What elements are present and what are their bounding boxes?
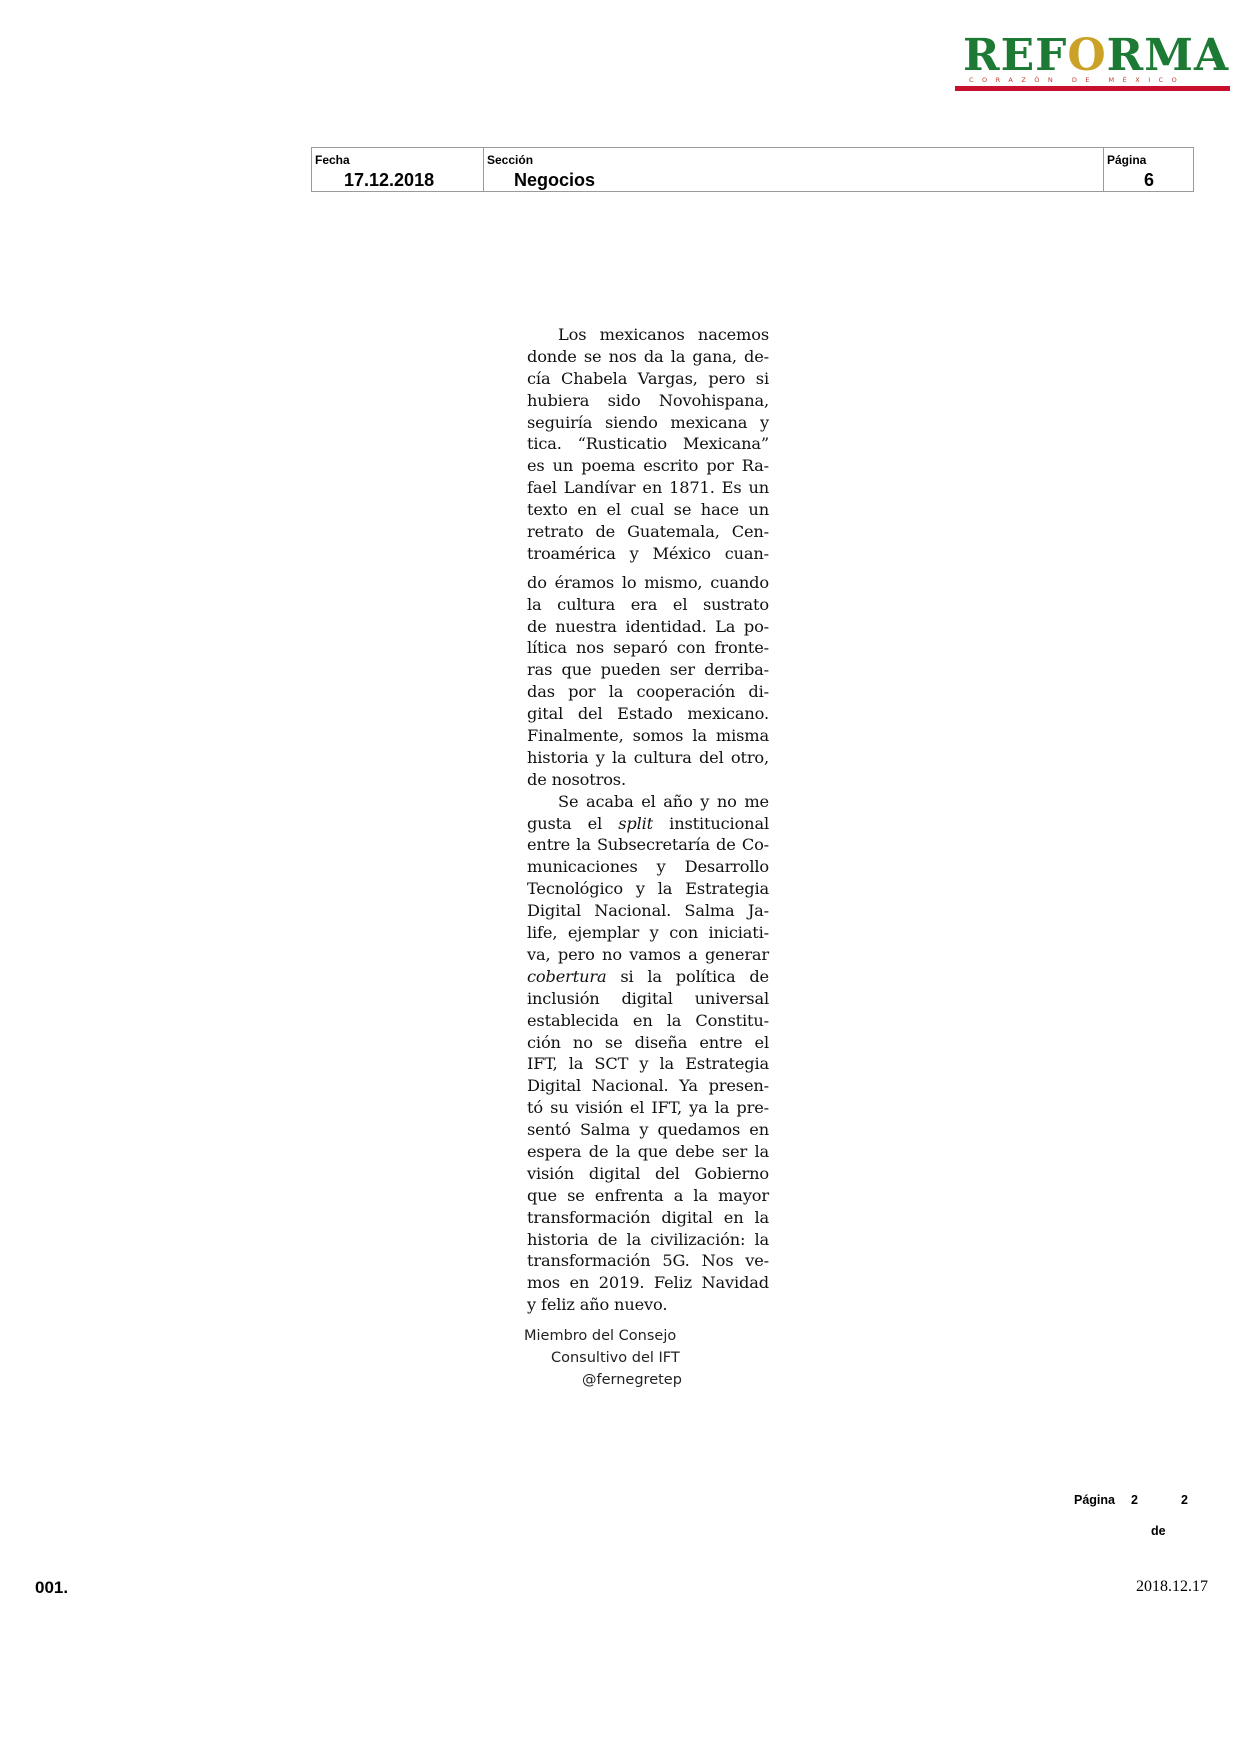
fecha-value: 17.12.2018	[344, 170, 435, 190]
article-line: troamérica y México cuan-	[527, 543, 769, 563]
logo-tagline: CORAZÓN DE MÉXICO	[969, 76, 1186, 84]
article-line: IFT, la SCT y la Estrategia	[527, 1054, 769, 1074]
reforma-logo	[955, 30, 1230, 94]
article-line: que se enfrenta a la mayor	[527, 1185, 769, 1205]
footer-de-label: de	[1151, 1524, 1166, 1538]
article-line: tica. “Rusticatio Mexicana”	[527, 434, 769, 454]
article-line: de nosotros.	[527, 769, 626, 789]
article-line-mixed	[527, 966, 769, 988]
article-line: tó su visión el IFT, ya la pre-	[527, 1098, 769, 1118]
author-credit-line: Miembro del Consejo	[524, 1328, 677, 1344]
article-line: donde se nos da la gana, de-	[527, 346, 769, 366]
article-line: visión digital del Gobierno	[527, 1163, 769, 1183]
article-italic-term: split	[618, 813, 654, 833]
article-line: inclusión digital universal	[527, 988, 769, 1008]
logo-rule	[955, 86, 1230, 91]
article-line: la cultura era el sustrato	[527, 594, 769, 614]
author-credit-line: Consultivo del IFT	[551, 1350, 680, 1366]
article-line: historia y la cultura del otro,	[527, 747, 769, 767]
article-line: cía Chabela Vargas, pero si	[527, 368, 769, 388]
article-line: transformación digital en la	[527, 1207, 769, 1227]
seccion-cell	[484, 148, 1104, 191]
article-column	[527, 324, 769, 1316]
author-handle: @fernegretep	[582, 1372, 682, 1388]
article-line: municaciones y Desarrollo	[527, 857, 769, 877]
article-line: Finalmente, somos la misma	[527, 726, 769, 746]
pagina-cell	[1104, 148, 1194, 191]
footer-pagina-label: Página	[1074, 1493, 1115, 1507]
article-line: establecida en la Constitu-	[527, 1010, 769, 1030]
article-line: historia de la civilización: la	[527, 1229, 769, 1249]
article-line: retrato de Guatemala, Cen-	[527, 522, 769, 542]
article-line: das por la cooperación di-	[527, 682, 769, 702]
pagina-value: 6	[1144, 170, 1155, 190]
article-line: Los mexicanos nacemos	[558, 325, 769, 344]
article-line: ras que pueden ser derriba-	[527, 660, 769, 680]
article-fragment: gusta el	[527, 813, 603, 833]
seccion-label: Sección	[487, 153, 534, 167]
article-line: sentó Salma y quedamos en	[527, 1120, 769, 1140]
article-line: hubiera sido Novohispana,	[527, 390, 769, 410]
document-id: 001.	[35, 1578, 69, 1597]
article-line: es un poema escrito por Ra-	[527, 456, 769, 476]
document-date: 2018.12.17	[1136, 1578, 1208, 1595]
article-line: gital del Estado mexicano.	[527, 704, 769, 724]
article-line: Digital Nacional. Salma Ja-	[527, 901, 769, 921]
article-line: Digital Nacional. Ya presen-	[527, 1076, 769, 1096]
article-line: de nuestra identidad. La po-	[527, 616, 769, 636]
article-line: seguiría siendo mexicana y	[527, 412, 769, 432]
article-line: Se acaba el año y no me	[558, 791, 769, 811]
article-line: transformación 5G. Nos ve-	[527, 1251, 769, 1271]
footer-page-total: 2	[1181, 1493, 1188, 1507]
article-line-mixed	[527, 813, 769, 835]
article-line: life, ejemplar y con iniciati-	[527, 923, 769, 943]
article-line: do éramos lo mismo, cuando	[527, 572, 769, 592]
article-line: va, pero no vamos a generar	[527, 944, 769, 964]
logo-wordmark: REFORMA	[963, 30, 1230, 81]
article-line: ción no se diseña entre el	[527, 1032, 769, 1052]
footer-page-current: 2	[1131, 1493, 1138, 1507]
column-break	[527, 565, 769, 572]
article-line: fael Landívar en 1871. Es un	[527, 478, 769, 498]
article-line: Tecnológico y la Estrategia	[527, 879, 769, 899]
clipping-header-table	[311, 147, 1194, 192]
fecha-cell	[312, 148, 484, 191]
article-fragment: si la política de	[620, 966, 769, 986]
pagina-label: Página	[1107, 153, 1147, 167]
article-line: entre la Subsecretaría de Co-	[527, 835, 769, 855]
article-line: mos en 2019. Feliz Navidad	[527, 1273, 769, 1293]
article-line: espera de la que debe ser la	[527, 1141, 769, 1161]
article-line: y feliz año nuevo.	[527, 1295, 668, 1315]
fecha-label: Fecha	[315, 153, 350, 167]
article-line: texto en el cual se hace un	[527, 500, 769, 520]
article-italic-term: cobertura	[527, 966, 607, 986]
article-fragment: institucional	[669, 813, 769, 833]
article-line: lítica nos separó con fronte-	[527, 638, 769, 658]
angel-emblem: O	[1067, 30, 1107, 81]
seccion-value: Negocios	[514, 170, 596, 190]
